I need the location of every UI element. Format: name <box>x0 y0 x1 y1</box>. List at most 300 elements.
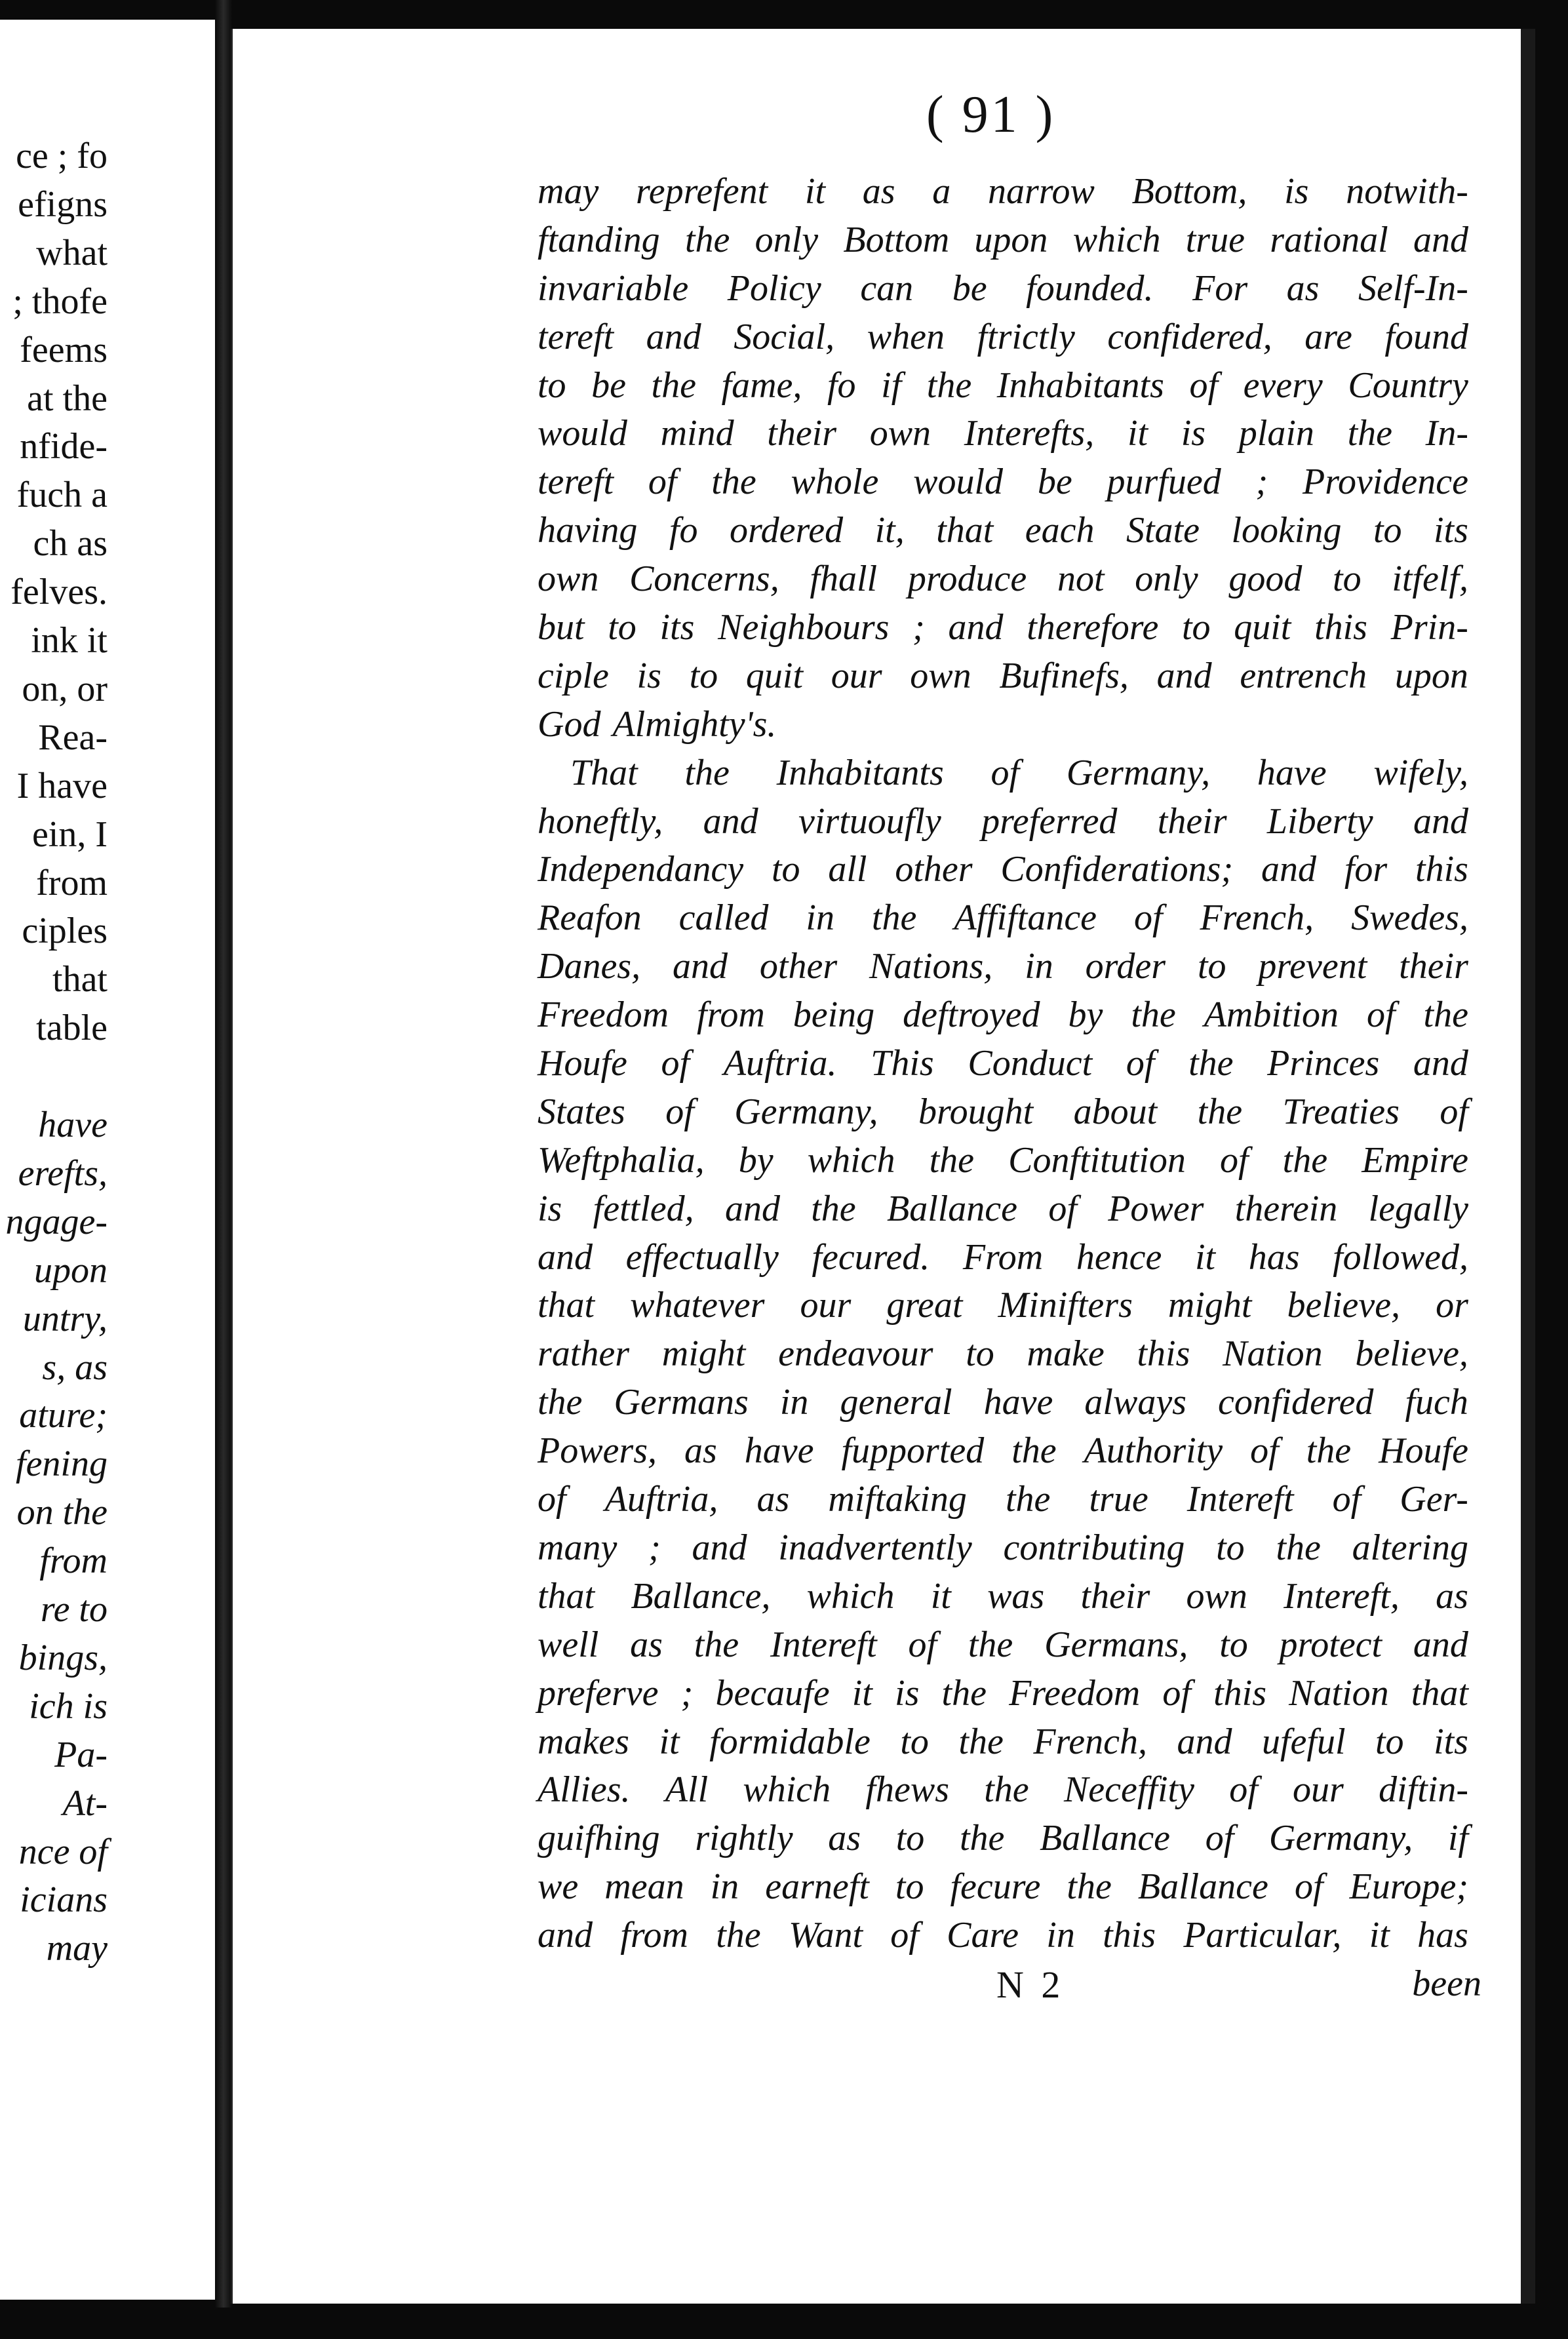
word: is <box>1284 171 1309 212</box>
word: All <box>665 1769 709 1811</box>
text-line <box>538 749 1468 798</box>
word: Allies. <box>538 1769 631 1811</box>
word: believe, <box>1287 1285 1401 1326</box>
word: is <box>895 1672 920 1714</box>
word: contributing <box>1003 1527 1185 1568</box>
word: the <box>1282 1139 1328 1181</box>
word: is <box>637 655 661 696</box>
word: was <box>987 1575 1045 1617</box>
left-page-line: that <box>52 959 108 1000</box>
text-line <box>538 1815 1468 1863</box>
word: which <box>806 1575 895 1617</box>
word: ; <box>648 1527 661 1568</box>
word: Nation <box>1289 1672 1389 1714</box>
word: the <box>811 1188 856 1229</box>
left-page-line: may <box>46 1928 108 1969</box>
word: fo <box>827 364 856 406</box>
word: be <box>591 364 626 406</box>
word: of <box>1205 1818 1234 1859</box>
word: Intereft, <box>1284 1575 1400 1617</box>
word: the <box>1011 1430 1057 1472</box>
word: Prin- <box>1390 607 1468 648</box>
word: this <box>1103 1915 1156 1956</box>
word: virtuoufly <box>798 800 941 842</box>
word: Nations, <box>869 946 993 987</box>
word: and <box>646 316 701 357</box>
word: but <box>538 607 585 648</box>
word: Swedes, <box>1351 897 1468 939</box>
word: and <box>673 946 728 987</box>
left-page-line: Pa- <box>54 1734 108 1775</box>
left-facing-page <box>0 20 219 2300</box>
word: in <box>710 1866 739 1908</box>
word: of <box>1134 897 1163 939</box>
word: the <box>959 1818 1005 1859</box>
left-page-line: have <box>38 1105 108 1145</box>
left-page-line: icians <box>20 1879 108 1921</box>
word: to <box>1197 946 1226 987</box>
word: ufeful <box>1261 1721 1346 1762</box>
text-line <box>538 1621 1468 1670</box>
word: Germany, <box>1268 1818 1413 1859</box>
word: its <box>1434 1721 1468 1762</box>
word: Houfe <box>538 1043 627 1084</box>
word: Europe; <box>1349 1866 1468 1908</box>
word: the <box>684 752 730 793</box>
word: and <box>703 800 758 842</box>
word: found <box>1384 316 1468 357</box>
word: fuch <box>1405 1382 1468 1423</box>
word: fupported <box>841 1430 985 1472</box>
word: for <box>1344 849 1388 890</box>
left-page-line: from <box>39 1541 108 1582</box>
word: ftanding <box>538 219 660 260</box>
text-line <box>538 1718 1468 1767</box>
word: rather <box>538 1333 629 1375</box>
word: fame, <box>721 364 802 406</box>
word: as <box>756 1479 790 1520</box>
word: well <box>538 1624 599 1665</box>
word: we <box>538 1866 579 1908</box>
left-page-line: ch as <box>33 523 108 564</box>
word: looking <box>1231 510 1342 551</box>
word: a <box>932 171 951 212</box>
text-line <box>538 1766 1468 1815</box>
word: confidered, <box>1107 316 1272 357</box>
left-page-line: at the <box>27 378 108 419</box>
word: make <box>1027 1333 1105 1375</box>
word: of <box>990 752 1020 793</box>
word: of <box>1229 1769 1258 1811</box>
word: other <box>759 946 838 987</box>
word: it <box>1127 413 1148 454</box>
word: only <box>755 219 819 260</box>
left-page-line: feems <box>20 329 108 370</box>
word: be <box>952 267 987 309</box>
text-line <box>538 1234 1468 1282</box>
word: entrench <box>1240 655 1367 696</box>
word: Power <box>1108 1188 1204 1229</box>
word: effectually <box>625 1236 779 1278</box>
word: of <box>665 1091 694 1132</box>
word: Auftria, <box>604 1479 718 1520</box>
word: Bottom, <box>1131 171 1247 212</box>
word: and <box>538 1236 593 1278</box>
word: is <box>538 1188 562 1229</box>
word: our <box>1293 1769 1344 1811</box>
word: to <box>1333 559 1362 600</box>
left-page-line: felves. <box>10 572 108 613</box>
word: which <box>1072 219 1161 260</box>
word: Self-In- <box>1358 267 1468 309</box>
word: and <box>1156 655 1212 696</box>
left-page-line: upon <box>34 1249 108 1291</box>
text-line <box>538 1282 1468 1330</box>
word: the <box>1005 1479 1051 1520</box>
word: God <box>538 703 601 745</box>
word: of <box>890 1915 919 1956</box>
scan-border <box>0 2308 1568 2339</box>
word: the <box>538 1382 583 1423</box>
word: the <box>1197 1091 1243 1132</box>
word: of <box>1162 1672 1191 1714</box>
word: diftin- <box>1379 1769 1468 1811</box>
text-line <box>538 798 1468 846</box>
word: Reafon <box>538 897 642 939</box>
text-line <box>538 652 1468 701</box>
word: fecure <box>950 1866 1041 1908</box>
word: notwith- <box>1346 171 1468 212</box>
word: ; <box>680 1672 694 1714</box>
word: of <box>908 1624 937 1665</box>
word: founded. <box>1026 267 1154 309</box>
word: preferve <box>538 1672 659 1714</box>
word: produce <box>907 559 1027 600</box>
catchword: been <box>1412 1963 1481 2004</box>
word: own <box>869 413 931 454</box>
word: the <box>1423 994 1468 1036</box>
word: becaufe <box>715 1672 830 1714</box>
word: it, <box>874 510 905 551</box>
word: to <box>1373 510 1402 551</box>
text-line <box>538 1137 1468 1185</box>
text-line <box>538 943 1468 991</box>
left-page-line: ce ; fo <box>16 136 108 176</box>
word: in <box>779 1382 809 1423</box>
word: Inhabitants <box>996 364 1164 406</box>
word: that <box>936 510 994 551</box>
word: Treaties <box>1282 1091 1400 1132</box>
word: of <box>538 1479 566 1520</box>
word: tereft <box>538 462 614 503</box>
word: French, <box>1033 1721 1147 1762</box>
word: Providence <box>1303 462 1468 503</box>
word: State <box>1126 510 1200 551</box>
word: wifely, <box>1373 752 1468 793</box>
word: Ger- <box>1400 1479 1468 1520</box>
word: may <box>538 171 599 212</box>
word: their <box>1399 946 1468 987</box>
word: confidered <box>1218 1382 1374 1423</box>
body-text <box>538 168 1468 1960</box>
word: invariable <box>538 267 689 309</box>
word: general <box>840 1382 952 1423</box>
text-line <box>538 991 1468 1040</box>
word: fhall <box>810 559 878 600</box>
word: prevent <box>1258 946 1367 987</box>
text-line <box>538 1185 1468 1234</box>
word: Almighty's. <box>612 703 777 745</box>
word: the <box>1276 1527 1321 1568</box>
word: from <box>697 994 765 1036</box>
word: their <box>767 413 837 454</box>
word: it <box>659 1721 680 1762</box>
word: hence <box>1076 1236 1162 1278</box>
word: States <box>538 1091 625 1132</box>
word: deftroyed <box>903 994 1040 1036</box>
word: to <box>1375 1721 1404 1762</box>
word: to <box>900 1721 929 1762</box>
word: quit <box>745 655 804 696</box>
word: Intereft <box>770 1624 877 1665</box>
word: is <box>1181 413 1206 454</box>
word: as <box>828 1818 861 1859</box>
word: order <box>1085 946 1166 987</box>
word: narrow <box>988 171 1095 212</box>
word: ftrictly <box>977 316 1075 357</box>
word: honeftly, <box>538 800 663 842</box>
word: Bottom <box>843 219 950 260</box>
word: Auftria. <box>723 1043 837 1084</box>
word: mind <box>660 413 734 454</box>
word: of <box>648 462 677 503</box>
word: be <box>1037 462 1072 503</box>
word: Weftphalia, <box>538 1139 705 1181</box>
word: of <box>1440 1091 1468 1132</box>
word: fecured. <box>812 1236 930 1278</box>
word: have <box>983 1382 1053 1423</box>
word: reprefent <box>636 171 768 212</box>
word: to <box>689 655 718 696</box>
word: it <box>1194 1236 1216 1278</box>
left-page-line: Rea- <box>38 717 108 758</box>
left-page-line: At- <box>62 1782 108 1824</box>
word: therein <box>1234 1188 1338 1229</box>
word: other <box>895 849 973 890</box>
word: many <box>538 1527 617 1568</box>
word: Country <box>1348 364 1468 406</box>
word: each <box>1025 510 1095 551</box>
word: fhews <box>865 1769 949 1811</box>
left-page-line: s, as <box>42 1346 108 1388</box>
word: Ambition <box>1204 994 1339 1036</box>
word: Want <box>788 1915 863 1956</box>
word: Neighbours <box>718 607 890 648</box>
word: as <box>684 1430 717 1472</box>
word: might <box>661 1333 746 1375</box>
word: In- <box>1425 413 1468 454</box>
word: as <box>1436 1575 1468 1617</box>
word: Minifters <box>998 1285 1133 1326</box>
left-page-line: ngage- <box>5 1201 108 1242</box>
word: the <box>1347 413 1392 454</box>
text-line <box>538 362 1468 410</box>
word: believe, <box>1355 1333 1468 1375</box>
text-line <box>538 1863 1468 1912</box>
word: have <box>1257 752 1327 793</box>
word: Germans, <box>1044 1624 1188 1665</box>
left-page-line: from <box>36 862 108 903</box>
text-line <box>538 410 1468 458</box>
word: it <box>852 1672 872 1714</box>
word: which <box>743 1769 831 1811</box>
left-page-line: ink it <box>31 620 108 661</box>
word: Ballance, <box>631 1575 771 1617</box>
word: the <box>651 364 696 406</box>
word: Houfe <box>1379 1430 1468 1472</box>
left-page-line: untry, <box>22 1298 108 1339</box>
book-gutter <box>215 0 232 2339</box>
word: the <box>684 219 730 260</box>
word: the <box>871 897 917 939</box>
left-page-line: fening <box>16 1444 108 1485</box>
word: Conduct <box>968 1043 1093 1084</box>
word: of <box>1219 1139 1249 1181</box>
word: as <box>1286 267 1320 309</box>
word: earneft <box>765 1866 869 1908</box>
word: Ballance <box>1137 1866 1268 1908</box>
page-footer <box>538 1963 1481 2015</box>
word: and <box>1413 219 1468 260</box>
word: of <box>1189 364 1218 406</box>
word: would <box>913 462 1004 503</box>
word: in <box>1025 946 1053 987</box>
page-number: ( 91 ) <box>926 86 1056 144</box>
word: if <box>1447 1818 1468 1859</box>
word: Powers, <box>538 1430 657 1472</box>
word: would <box>538 413 627 454</box>
word: fettled, <box>593 1188 694 1229</box>
word: the <box>1131 994 1176 1036</box>
word: altering <box>1352 1527 1468 1568</box>
word: of <box>1367 994 1396 1036</box>
word: this <box>1314 607 1367 648</box>
word: to <box>771 849 800 890</box>
word: own <box>1186 1575 1247 1617</box>
word: and <box>538 1915 593 1956</box>
word: Princes <box>1267 1043 1380 1084</box>
word: Liberty <box>1266 800 1373 842</box>
word: miftaking <box>828 1479 967 1520</box>
signature-mark: N 2 <box>996 1963 1065 2006</box>
word: true <box>1185 219 1245 260</box>
text-line <box>538 701 1468 749</box>
word: the <box>926 364 972 406</box>
left-page-line: ; thofe <box>12 281 108 322</box>
word: Germany, <box>1066 752 1211 793</box>
word: Ballance <box>1040 1818 1171 1859</box>
word: protect <box>1279 1624 1382 1665</box>
text-line <box>538 458 1468 507</box>
word: This <box>871 1043 934 1084</box>
word: own <box>910 655 971 696</box>
word: this <box>1213 1672 1266 1714</box>
word: Care <box>947 1915 1019 1956</box>
word: preferred <box>981 800 1118 842</box>
word: French, <box>1200 897 1314 939</box>
word: to <box>1216 1527 1245 1568</box>
left-page-line: on the <box>16 1492 108 1533</box>
word: Germany, <box>734 1091 878 1132</box>
word: Freedom <box>538 994 669 1036</box>
word: and <box>1177 1721 1232 1762</box>
word: makes <box>538 1721 629 1762</box>
word: to <box>608 607 637 648</box>
text-line <box>538 604 1468 652</box>
word: by <box>1068 994 1103 1036</box>
word: Affiftance <box>954 897 1097 939</box>
left-page-line: erefts, <box>18 1152 108 1194</box>
word: has <box>1248 1236 1300 1278</box>
word: their <box>1080 1575 1150 1617</box>
word: great <box>886 1285 963 1326</box>
word: ordered <box>729 510 844 551</box>
word: its <box>659 607 695 648</box>
word: rational <box>1270 219 1388 260</box>
left-page-line: nce of <box>18 1831 108 1872</box>
word: Neceffity <box>1063 1769 1194 1811</box>
word: quit <box>1234 607 1291 648</box>
word: from <box>620 1915 688 1956</box>
left-page-line: ciples <box>22 911 108 952</box>
word: in <box>1046 1915 1075 1956</box>
word: Particular, <box>1183 1915 1342 1956</box>
word: our <box>800 1285 852 1326</box>
text-line <box>538 1524 1468 1573</box>
left-page-line: table <box>36 1008 108 1049</box>
word: this <box>1137 1333 1190 1375</box>
word: and <box>1413 800 1468 842</box>
word: and <box>1261 849 1316 890</box>
left-page-line: nfide- <box>20 426 108 467</box>
word: all <box>828 849 867 890</box>
word: that <box>1411 1672 1468 1714</box>
word: which <box>807 1139 895 1181</box>
word: of <box>661 1043 690 1084</box>
word: that <box>538 1575 595 1617</box>
word: the <box>929 1139 975 1181</box>
word: of <box>1332 1479 1362 1520</box>
word: it <box>930 1575 951 1617</box>
word: Inhabitants <box>776 752 944 793</box>
word: every <box>1243 364 1323 406</box>
text-line <box>538 265 1468 313</box>
word: guifhing <box>538 1818 660 1859</box>
word: it <box>804 171 826 212</box>
word: Nation <box>1223 1333 1323 1375</box>
text-line <box>538 216 1468 265</box>
left-page-line: efigns <box>18 184 108 225</box>
word: Bufinefs, <box>999 655 1129 696</box>
word: purfued <box>1107 462 1221 503</box>
left-page-line: ich is <box>29 1685 108 1727</box>
word: legally <box>1368 1188 1468 1229</box>
text-line <box>538 1088 1468 1137</box>
word: this <box>1415 849 1468 890</box>
word: the <box>968 1624 1013 1665</box>
word: inadvertently <box>778 1527 972 1568</box>
word: the <box>984 1769 1029 1811</box>
